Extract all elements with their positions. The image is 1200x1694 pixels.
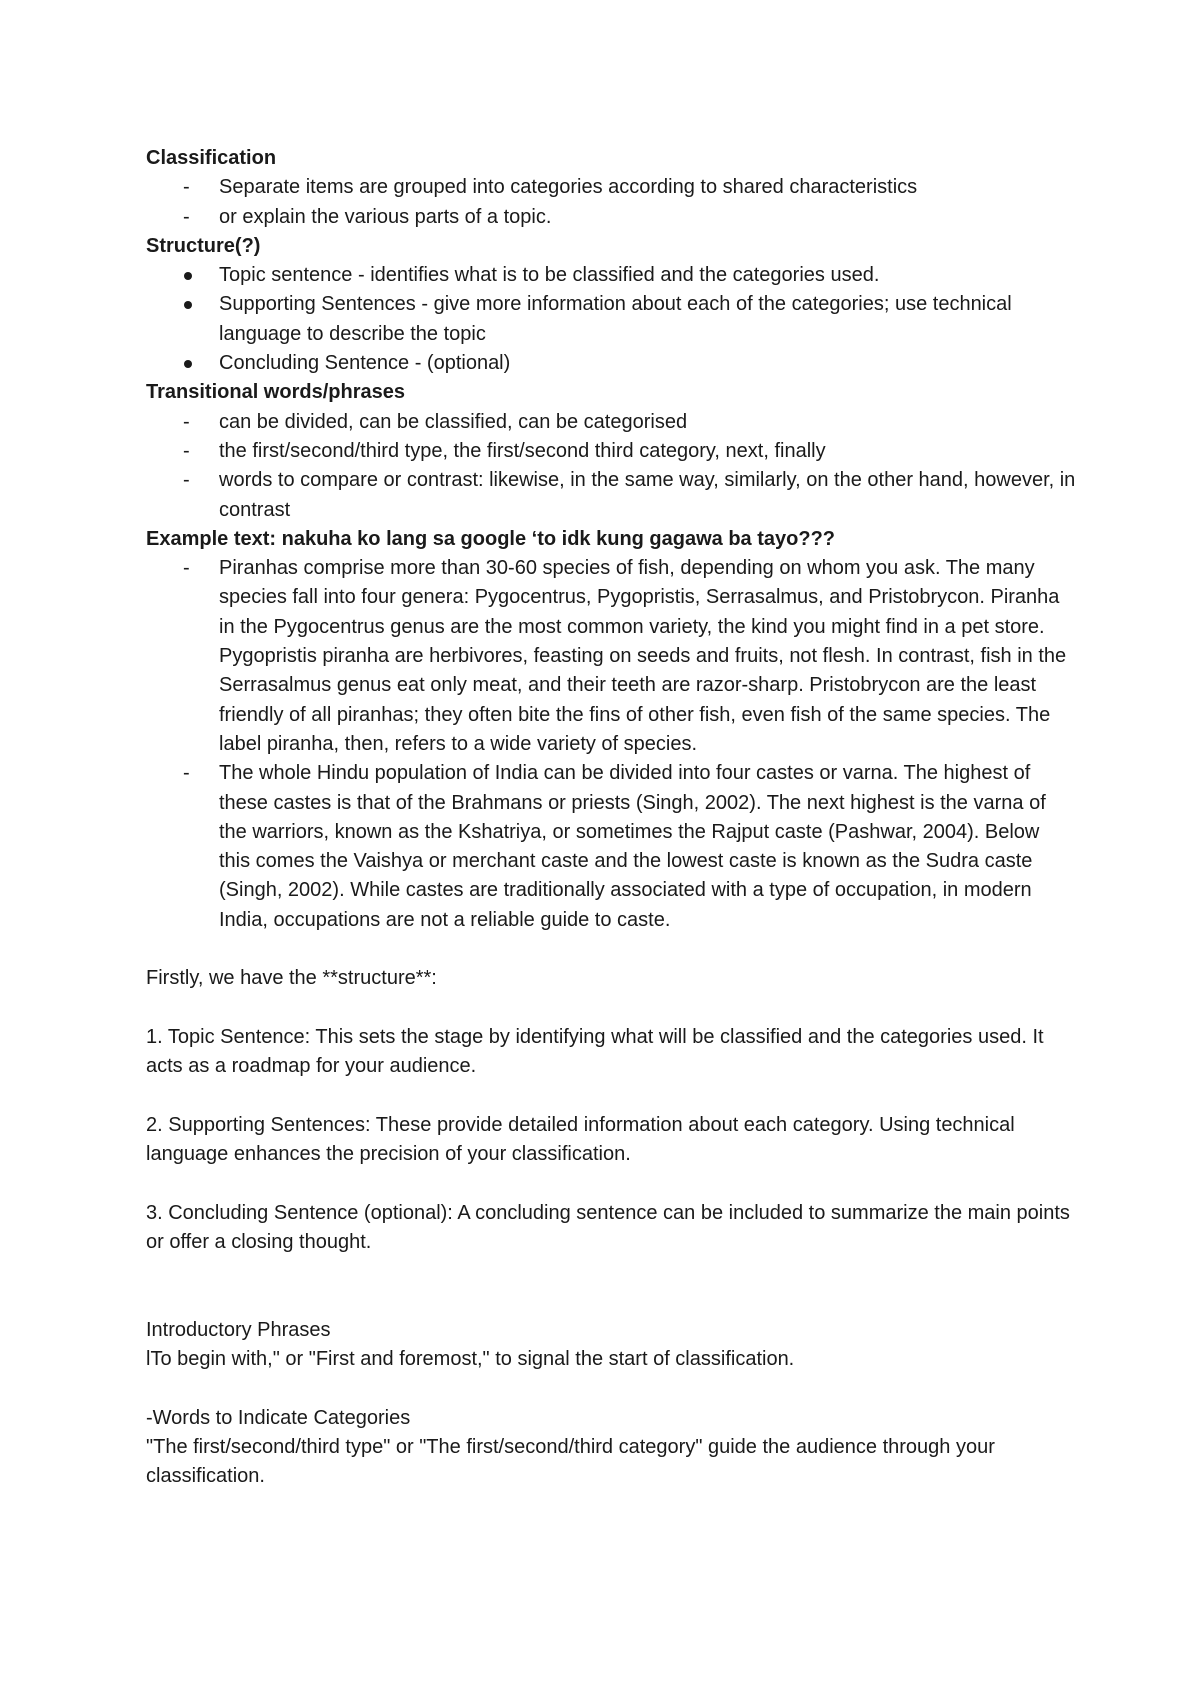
dash-marker: - [183,469,190,492]
transitional-heading: Transitional words/phrases [146,381,405,404]
intro-phrases-text: lTo begin with," or "First and foremost," to signal the start of classification. [146,1348,795,1371]
example-list [146,554,1076,935]
spacer [146,935,1076,964]
notes-point-3: 3. Concluding Sentence (optional): A concluding sentence can be included to summarize the main points or offer a closing thought. [146,1201,1070,1253]
structure-heading: Structure(?) [146,234,261,257]
list-item: - Separate items are grouped into categories according to shared characteristics [146,173,1076,202]
dash-marker: - [183,205,190,228]
list-item: Supporting Sentences - give more information about each of the categories; use technical language to describe the topic [146,290,1076,349]
dash-marker: - [183,176,190,199]
bullet-icon [184,301,192,309]
list-item: - the first/second/third type, the first/second third category, next, finally [146,437,1076,466]
classification-heading: Classification [146,147,277,169]
list-item: Topic sentence - identifies what is to be classified and the categories used. [146,261,1076,290]
classification-list [146,173,1076,232]
dash-marker: - [183,439,190,462]
list-item: Concluding Sentence - (optional) [146,349,1076,378]
structure-list [146,261,1076,378]
dash-marker: - [183,762,190,785]
notes-point-1: 1. Topic Sentence: This sets the stage by identifying what will be classified and the categories used. It acts as a roadmap for your audience. [146,1025,1044,1078]
document-page [146,144,1076,1492]
transitional-list [146,408,1076,525]
dash-marker: - [183,410,190,433]
example-heading: Example text: nakuha ko lang sa google ‘to idk kung gagawa ba tayo??? [146,527,836,550]
categories-heading: -Words to Indicate Categories [146,1406,411,1429]
list-item: - Piranhas comprise more than 30-60 species of fish, depending on whom you ask. The many species fall into four genera: Pygocentrus, Pygopristis, Serrasalmus, and Pristobrycon. Piranha in the Pygocentrus genus are the most common variety, the kind you might find in a pet store. Pygopristis piranha are herbivores, feasting on seeds and fruits, not flesh. In contrast, fish in the Serrasalmus genus eat only meat, and their teeth are razor-sharp. Pristobrycon are the least friendly of all piranhas; they often bite the fins of other fish, even fish of the same species. The label piranha, then, refers to a wide variety of species. [146,554,1076,759]
dash-marker: - [183,557,190,580]
list-item: - or explain the various parts of a topic. [146,203,1076,232]
categories-text: "The first/second/third type" or "The first/second/third category" guide the audience through your classification. [146,1436,995,1488]
bullet-icon [184,360,192,368]
spacer [146,994,1076,1023]
bullet-icon [184,272,192,280]
notes-point-2: 2. Supporting Sentences: These provide detailed information about each category. Using technical language enhances the precision of your classification. [146,1113,1015,1166]
spacer [146,1374,1076,1403]
notes-intro: Firstly, we have the **structure**: [146,967,437,990]
list-item: - can be divided, can be classified, can be categorised [146,408,1076,437]
list-item: - The whole Hindu population of India can be divided into four castes or varna. The highest of these castes is that of the Brahmans or priests (Singh, 2002). The next highest is the varna of the warriors, known as the Kshatriya, or sometimes the Rajput caste (Pashwar, 2004). Below this comes the Vaishya or merchant caste and the lowest caste is known as the Sudra caste (Singh, 2002). While castes are traditionally associated with a type of occupation, in modern India, occupations are not a reliable guide to caste. [146,759,1076,935]
spacer [146,1082,1076,1111]
intro-phrases-heading: Introductory Phrases [146,1318,331,1341]
list-item: - words to compare or contrast: likewise, in the same way, similarly, on the other hand, however, in contrast [146,466,1076,525]
spacer [146,1169,1076,1198]
spacer [146,1257,1076,1316]
